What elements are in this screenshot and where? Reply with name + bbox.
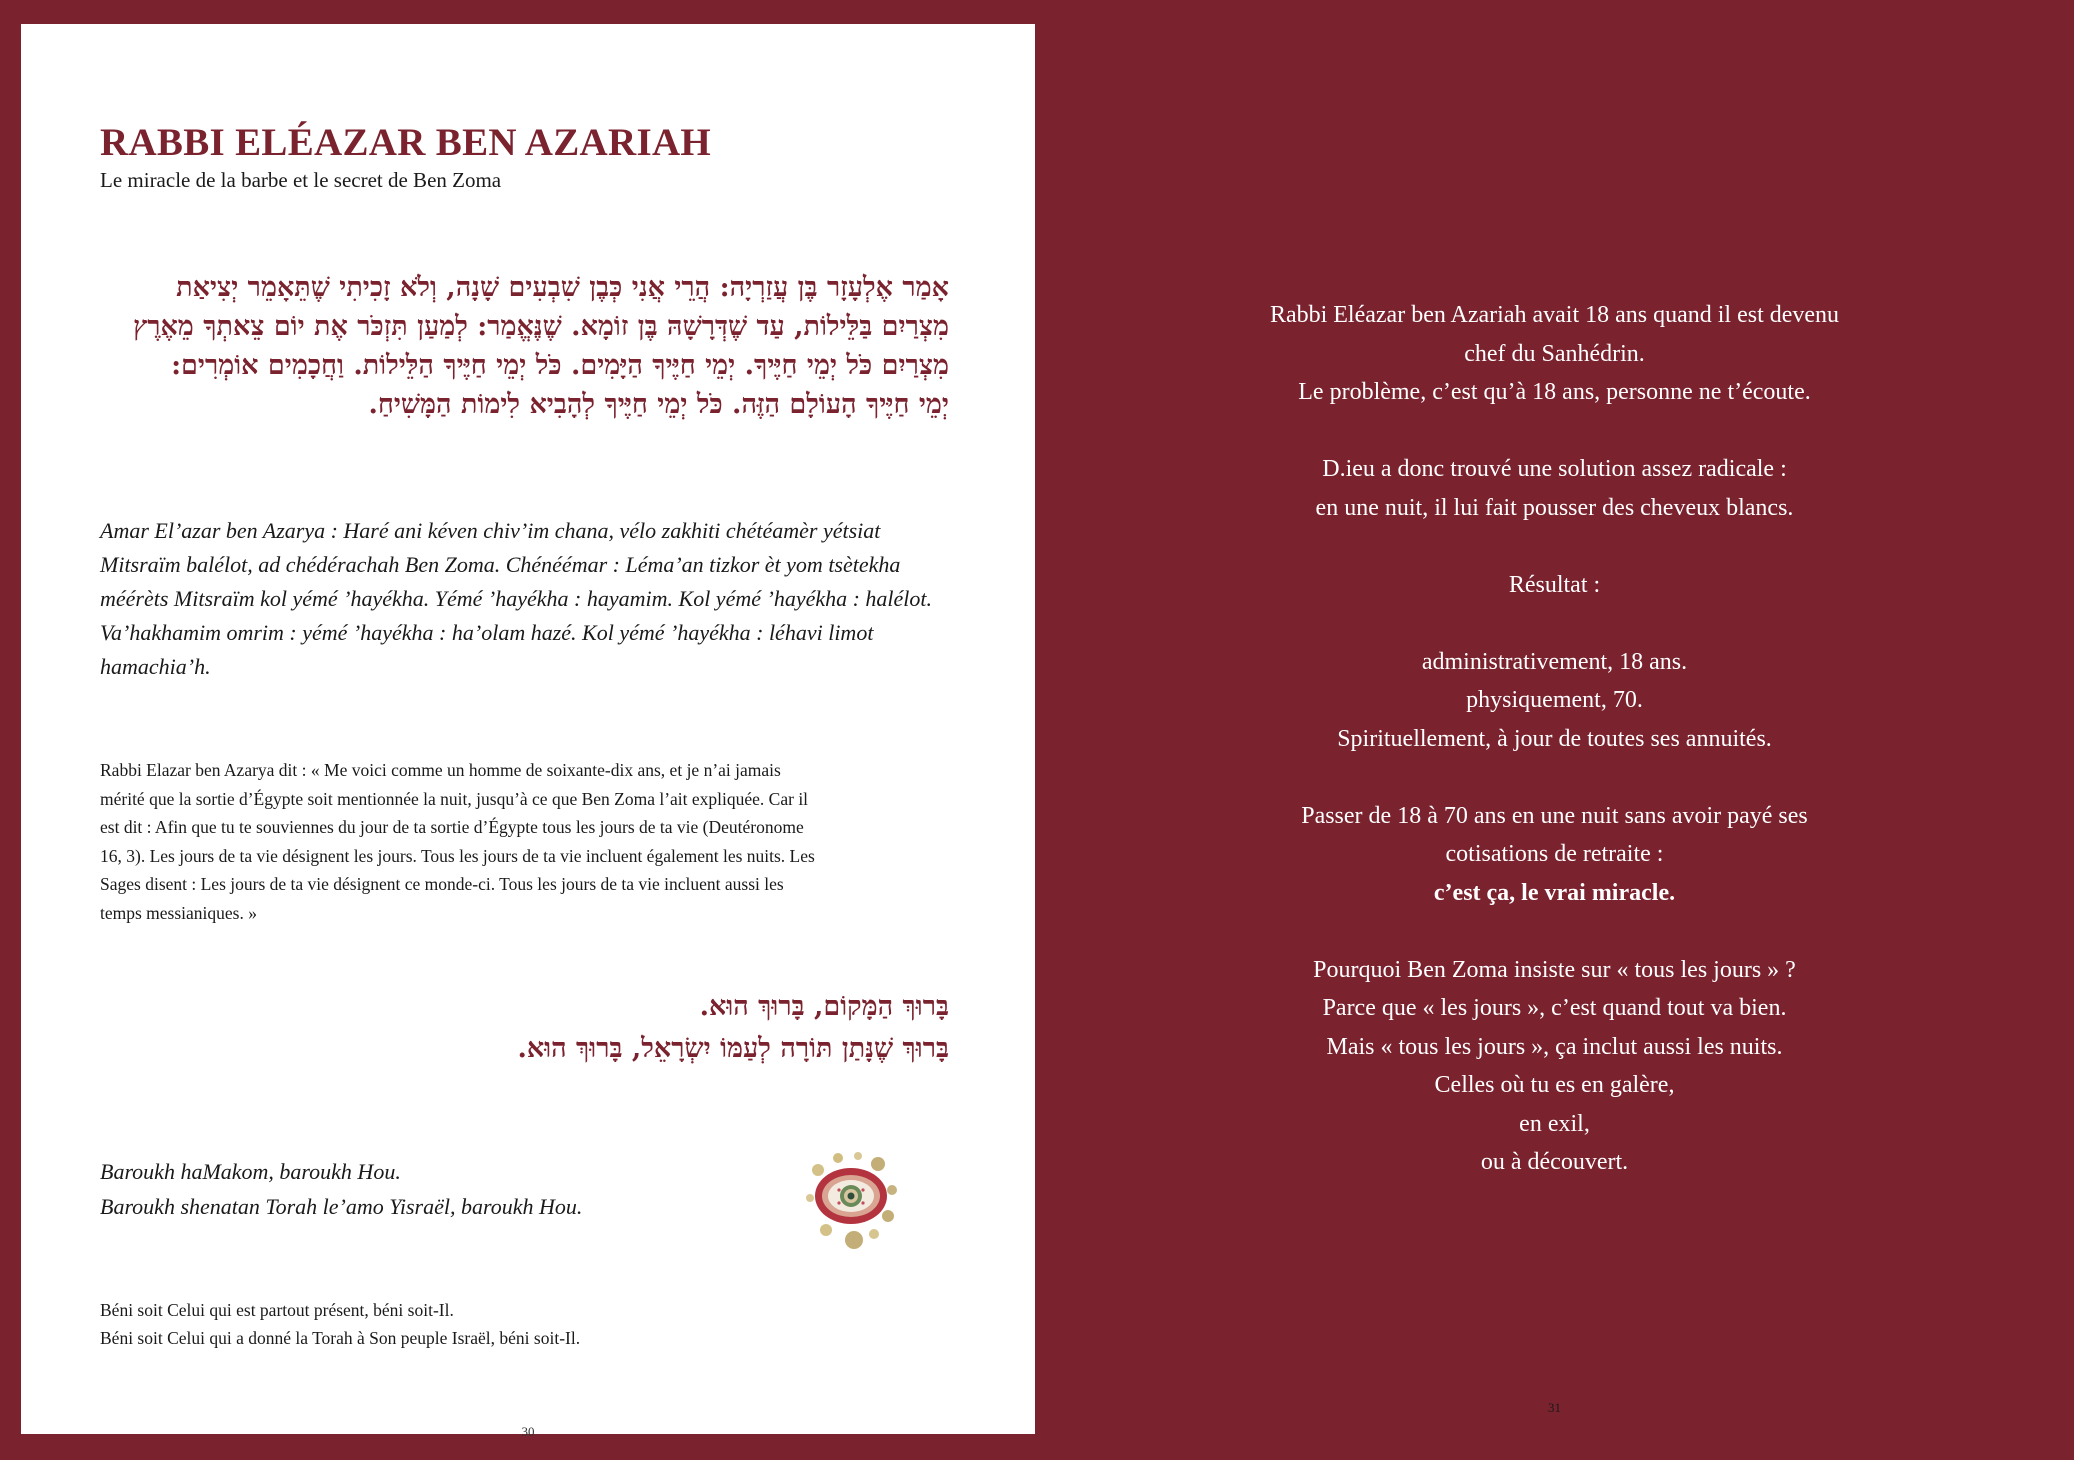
translation-line: mérité que la sortie d’Égypte soit mentionnée la nuit, jusqu’à ce que Ben Zoma l’ait expliquée. Car il	[100, 788, 809, 809]
paragraph-gap	[1035, 912, 2074, 951]
mandala-ornament-icon	[796, 1150, 906, 1250]
commentary-line: administrativement, 18 ans.	[1421, 648, 1688, 675]
translation-line: temps messianiques. »	[100, 902, 257, 923]
commentary-line: Passer de 18 à 70 ans en une nuit sans avoir payé ses	[1301, 802, 1808, 829]
commentary-line: Pourquoi Ben Zoma insiste sur « tous les jours » ?	[1313, 956, 1796, 983]
commentary-line: en exil,	[1519, 1110, 1590, 1137]
translation-line: est dit : Afin que tu te souviennes du jour de ta sortie d’Égypte tous les jours de ta vie (Deutéronome	[100, 817, 804, 837]
translation-line: Rabbi Elazar ben Azarya dit : « Me voici comme un homme de soixante-dix ans, et je n’ai jamais	[100, 760, 781, 780]
transliteration-line: hamachia’h.	[100, 654, 211, 679]
commentary-line: Rabbi Eléazar ben Azariah avait 18 ans quand il est devenu	[1269, 302, 1840, 328]
blessing-transliteration-block	[100, 1154, 582, 1224]
commentary-line: physiquement, 70.	[1466, 687, 1643, 713]
french-translation-block	[100, 756, 960, 927]
blessing-transliteration-line: Baroukh shenatan Torah le’amo Yisraël, baroukh Hou.	[100, 1194, 583, 1219]
translation-line: 16, 3). Les jours de ta vie désignent les jours. Tous les jours de ta vie incluent également les nuits. Les	[100, 845, 815, 866]
commentary-line: Mais « tous les jours », ça inclut aussi les nuits.	[1326, 1033, 1783, 1060]
commentary-line: c’est ça, le vrai miracle.	[1433, 879, 1676, 906]
commentary-line: D.ieu a donc trouvé une solution assez radicale :	[1322, 456, 1787, 482]
commentary-line: en une nuit, il lui fait pousser des cheveux blancs.	[1315, 494, 1794, 521]
blessing-french-line: Béni soit Celui qui est partout présent, béni soit-Il.	[100, 1300, 454, 1320]
blessing-french-block	[100, 1296, 580, 1352]
hebrew-blessing-line: בָּרוּךְ שֶׁנָּתַן תּוֹרָה לְעַמּוֹ יִשְׂרָאֵל, בָּרוּךְ הוּא.	[517, 1033, 949, 1064]
paragraph-gap	[1035, 604, 2074, 643]
paragraph-gap	[1035, 412, 2074, 451]
transliteration-line: Va’hakhamim omrim : yémé ’hayékha : ha’olam hazé. Kol yémé ’hayékha : léhavi limot	[100, 620, 874, 645]
commentary-line: Celles où tu es en galère,	[1434, 1072, 1675, 1098]
page-number: 30	[521, 1424, 535, 1439]
paragraph-gap	[1035, 527, 2074, 566]
hebrew-line: מִצְרַיִם בַּלֵּילוֹת, עַד שֶׁדְּרָשָׁהּ בֶּן זוֹמָא. שֶׁנֶּאֱמַר: לְמַעַן תִּזְכֹּר אֶת יוֹם צֵאתְךָ מֵאֶרֶץ	[133, 311, 949, 342]
transliteration-line: Amar El’azar ben Azarya : Haré ani kéven chiv’im chana, vélo zakhiti chétéamèr yétsiat	[100, 518, 881, 543]
blessing-french-line: Béni soit Celui qui a donné la Torah à Son peuple Israël, béni soit-Il.	[100, 1328, 581, 1348]
transliteration-block	[100, 514, 960, 684]
commentary-line: Le problème, c’est qu’à 18 ans, personne ne t’écoute.	[1298, 379, 1811, 405]
page-number: 31	[1548, 1400, 1561, 1415]
translation-line: Sages disent : Les jours de ta vie désignent ce monde-ci. Tous les jours de ta vie incluent aussi les	[100, 874, 784, 894]
commentary-line: cotisations de retraite :	[1445, 841, 1664, 867]
commentary-block	[1035, 296, 2074, 1182]
commentary-line: Parce que « les jours », c’est quand tout va bien.	[1322, 995, 1787, 1021]
transliteration-line: Mitsraïm balélot, ad chédérachah Ben Zoma. Chénéémar : Léma’an tizkor èt yom tsètekha	[100, 552, 901, 577]
commentary-line: ou à découvert.	[1480, 1149, 1629, 1175]
hebrew-blessing-line: בָּרוּךְ הַמָּקוֹם, בָּרוּךְ הוּא.	[699, 991, 949, 1022]
blessing-transliteration-line: Baroukh haMakom, baroukh Hou.	[100, 1159, 401, 1184]
hebrew-line: מִצְרַיִם כֹּל יְמֵי חַיֶּיךָ. יְמֵי חַיֶּיךָ הַיָּמִים. כֹּל יְמֵי חַיֶּיךָ הַלֵּילוֹת. וַחֲכָמִים אוֹמְרִים:	[171, 350, 949, 381]
hebrew-text-block	[91, 268, 949, 424]
right-page	[1035, 0, 2074, 1460]
page-title: RABBI ELÉAZAR BEN AZARIAH	[100, 121, 712, 164]
commentary-line: chef du Sanhédrin.	[1464, 340, 1645, 367]
transliteration-line: méérèts Mitsraïm kol yémé ’hayékha. Yémé ’hayékha : hayamim. Kol yémé ’hayékha : halélot.	[100, 586, 933, 611]
commentary-line: Spirituellement, à jour de toutes ses annuités.	[1337, 725, 1772, 752]
hebrew-line: יְמֵי חַיֶּיךָ הָעוֹלָם הַזֶּה. כֹּל יְמֵי חַיֶּיךָ לְהָבִיא לִימוֹת הַמָּשִׁיחַ.	[368, 389, 949, 420]
paragraph-gap	[1035, 758, 2074, 797]
commentary-line: Résultat :	[1508, 571, 1601, 598]
left-page	[21, 24, 1035, 1439]
hebrew-line: אָמַר אֶלְעָזָר בֶּן עֲזַרְיָה: הֲרֵי אֲנִי כְּבֶן שִׁבְעִים שָׁנָה, וְלֹא זָכִיתִי שֶׁתֵּאָמֵר יְצִיאַת	[176, 272, 949, 303]
hebrew-blessing-block	[91, 986, 949, 1070]
page-subtitle: Le miracle de la barbe et le secret de Ben Zoma	[100, 168, 502, 192]
